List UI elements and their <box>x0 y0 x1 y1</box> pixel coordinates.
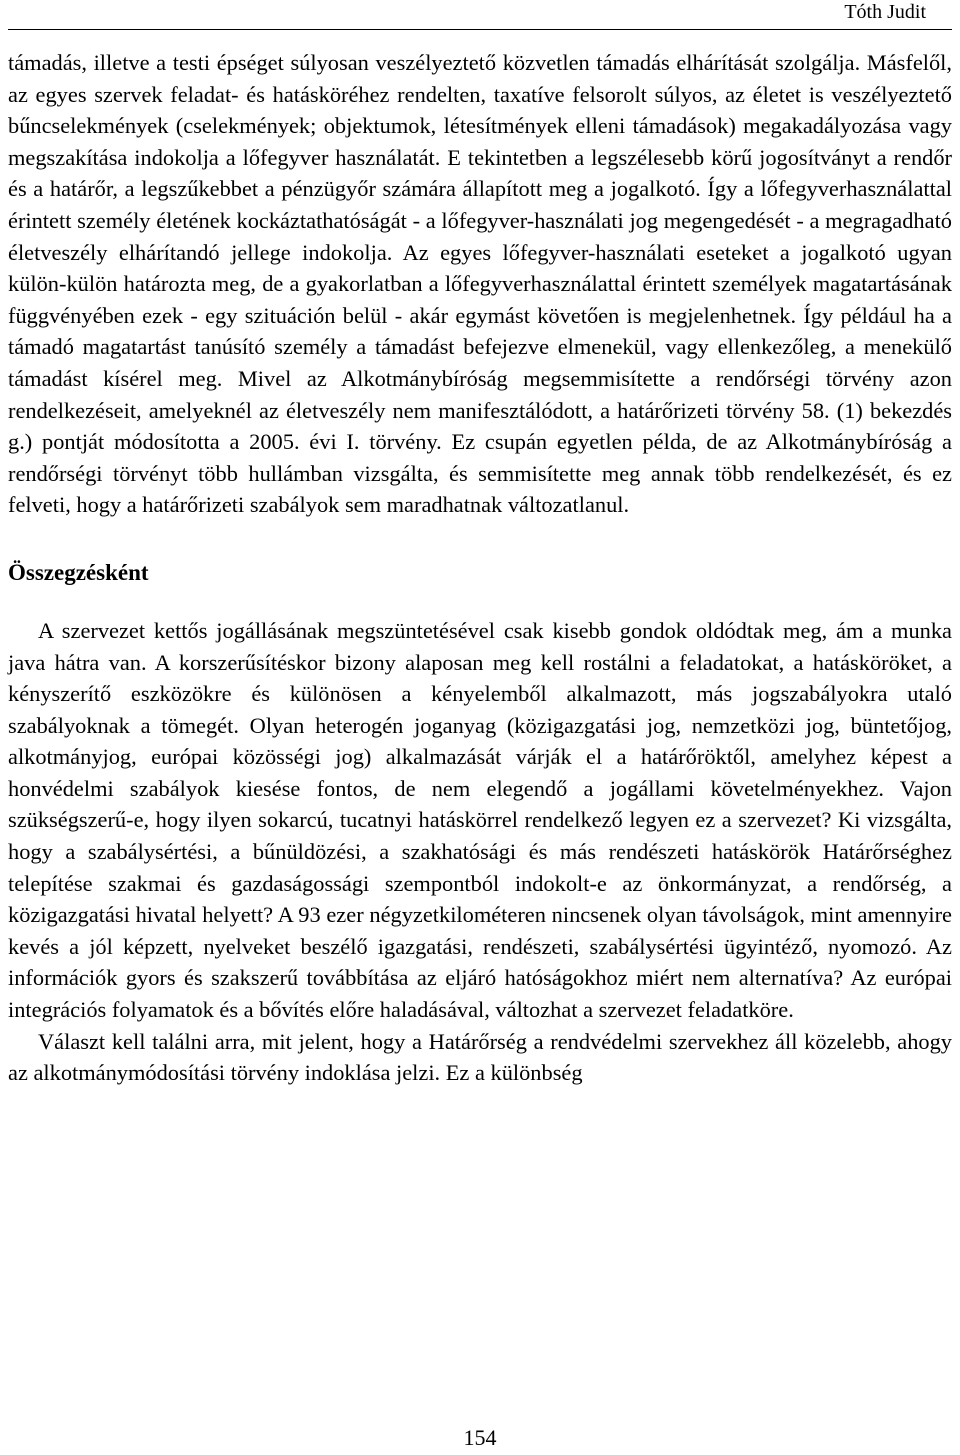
page-body <box>8 47 952 1089</box>
page-number: 154 <box>463 1425 497 1450</box>
body-paragraph-1: támadás, illetve a testi épséget súlyosan veszélyeztető közvetlen támadás elhárítását szolgálja. Másfelől, az egyes szervek feladat- és hatásköréhez rendelten, taxatíve felsorolt súlyos, az életet is veszélyeztető bűncselekmények (cselekmények; objektumok, létesítmények elleni támadások) megakadályozása vagy megszakítása indokolja a lőfegyver használatát. E tekintetben a legszélesebb körű jogosítványt a rendőr és a határőr, a legszűkebbet a pénzügyőr számára állapított meg a jogalkotó. Így a lőfegyverhasználattal érintett személy életének kockáztathatóságát - a lőfegyver-használati jog megengedését - a megragadható életveszély elhárítandó jellege indokolja. Az egyes lőfegyver-használati eseteket a jogalkotó ugyan külön-külön határozta meg, de a gyakorlatban a lőfegyverhasználattal érintett személyek magatartásának függvényében ezek - egy szituáción belül - akár egymást követően is megjelenhetnek. Így például ha a támadó magatartást tanúsító személy a támadást befejezve elmenekül, vagy ellenkezőleg, a menekülő támadást kísérel meg. Mivel az Alkotmánybíróság megsemmisítette a rendőrségi törvény azon rendelkezéseit, amelyeknél az életveszély nem manifesztálódott, a határőrizeti törvény 58. (1) bekezdés g.) pontját módosította a 2005. évi I. törvény. Ez csupán egyetlen példa, de az Alkotmánybíróság a rendőrségi törvényt több hullámban vizsgálta, és semmisítette meg annak több rendelkezését, és ez felveti, hogy a határőrizeti szabályok sem maradhatnak változatlanul. <box>8 50 952 518</box>
author-name: Tóth Judit <box>844 1 926 23</box>
body-paragraph-3: Választ kell találni arra, mit jelent, hogy a Határőrség a rendvédelmi szervekhez áll közelebb, ahogy az alkotmánymódosítási törvény indoklása jelzi. Ez a különbség <box>8 1028 952 1086</box>
heading-spacer <box>8 588 952 615</box>
running-header <box>8 0 952 30</box>
body-paragraph-2: A szervezet kettős jogállásának megszüntetésével csak kisebb gondok oldódtak meg, ám a munka java hátra van. A korszerűsítéskor bizony alaposan meg kell rostálni a feladatokat, a hatásköröket, a kényszerítő eszközökre és különösen a kényelemből alkalmazott, más jogszabályokra utaló szabályoknak a tömegét. Olyan heterogén joganyag (közigazgatási jog, nemzetközi jog, büntetőjog, alkotmányjog, európai közösségi jog) alkalmazását várják el a határőröktől, amelyhez képest a honvédelmi szabályok kiesése fontos, de nem elegendő a jogállami követelményekhez. Vajon szükségszerű-e, hogy ilyen sokarcú, tucatnyi hatáskörrel rendelkező legyen ez a szervezet? Ki vizsgálta, hogy a szabálysértési, a bűnüldözési, a szakhatósági és más rendészeti hatáskörök Határőrséghez telepítése szakmai és gazdaságossági szempontból indokolt-e az önkormányzat, a rendőrség, a közigazgatási hivatal helyett? A 93 ezer négyzetkilométeren nincsenek olyan távolságok, mint amennyire kevés a jól képzett, nyelveket beszélő igazgatási, rendészeti, szabálysértési ügyintéző, nyomozó. Az információk gyors és szakszerű továbbítása az eljáró hatóságokhoz miért nem alternatíva? Az európai integrációs folyamatok és a bővítés előre haladásával, változhat a szervezet feladatköre. <box>8 617 952 1023</box>
section-heading: Összegzésként <box>8 559 149 585</box>
